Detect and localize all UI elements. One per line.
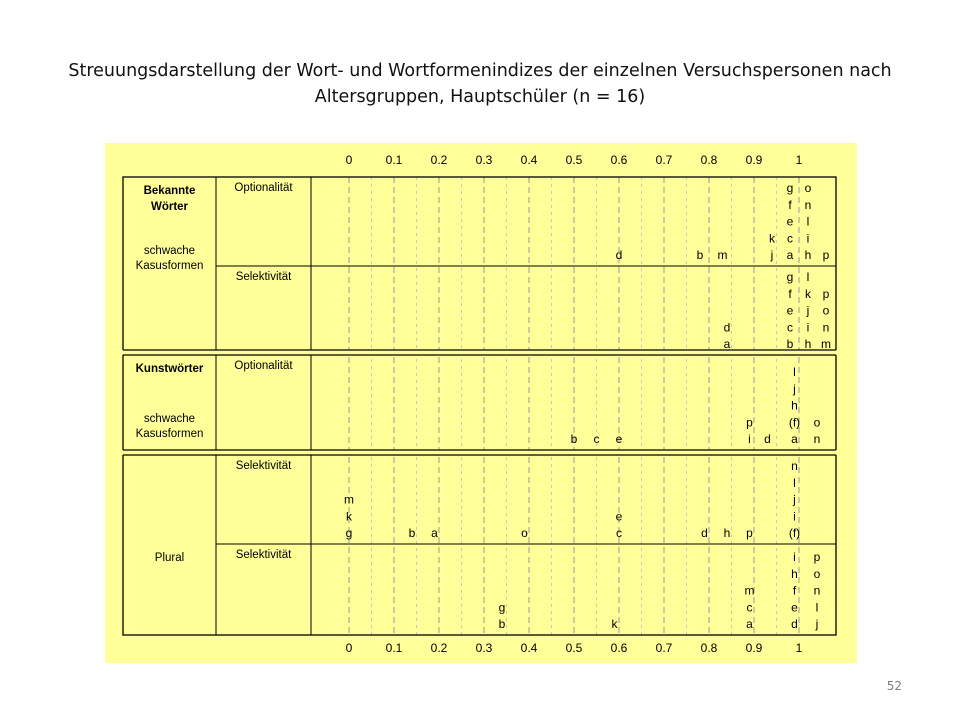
table-frame (123, 177, 836, 635)
tick-label-top-5: 0.5 (565, 153, 583, 167)
point-2-5-1: (f) (788, 415, 801, 430)
point-3-4-1: e (615, 509, 623, 524)
group-label-0-1: Kasusformen (135, 260, 204, 272)
tick-label-bottom-10: 1 (795, 641, 803, 655)
tick-label-bottom-8: 0.8 (700, 641, 718, 655)
tick-label-top-4: 0.4 (520, 153, 538, 167)
tick-label-bottom-9: 0.9 (745, 641, 763, 655)
tick-label-top-3: 0.3 (475, 153, 493, 167)
group-label-1-1: Kasusformen (135, 428, 204, 440)
tick-label-top-1: 0.1 (385, 153, 403, 167)
point-2-6-0: n (813, 432, 821, 446)
point-4-0-1: g (498, 600, 506, 615)
tick-label-bottom-3: 0.3 (475, 641, 493, 655)
point-3-8-3: l (793, 475, 796, 490)
point-0-4-1: c (787, 231, 793, 246)
point-1-3-1: n (822, 320, 830, 335)
point-0-4-4: g (786, 181, 794, 196)
point-4-1-0: k (611, 617, 618, 631)
group-label-2-0: Plural (154, 552, 185, 564)
point-1-2-2: j (806, 303, 810, 318)
point-2-0-0: b (570, 432, 578, 446)
group-gap-1 (122, 450, 837, 455)
point-1-1-3: f (788, 286, 792, 301)
tick-label-top-6: 0.6 (610, 153, 628, 167)
point-0-6-0: p (822, 248, 830, 262)
tick-label-bottom-5: 0.5 (565, 641, 583, 655)
point-1-3-0: m (821, 337, 831, 351)
measure-label-3: Selektivität (235, 460, 292, 472)
point-0-4-0: a (786, 248, 794, 262)
point-0-5-0: h (804, 248, 812, 262)
point-1-1-4: g (786, 270, 794, 285)
point-3-1-0: b (408, 526, 416, 540)
point-2-2-0: e (615, 432, 623, 446)
group-label-bold-0-0: Bekannte (143, 185, 196, 197)
point-0-5-3: n (804, 197, 812, 212)
point-0-3-1: k (769, 231, 775, 246)
point-4-4-2: n (813, 583, 821, 598)
point-2-5-4: l (793, 365, 796, 380)
point-1-0-1: d (723, 320, 731, 335)
point-0-1-0: b (696, 248, 704, 262)
point-1-2-4: l (806, 270, 810, 285)
measure-label-1: Selektivität (235, 271, 292, 283)
tick-label-bottom-0: 0 (345, 641, 353, 655)
point-0-5-2: l (806, 214, 810, 229)
group-label-bold-0-1: Wörter (150, 201, 189, 213)
point-4-0-0: b (498, 617, 506, 631)
group-label-0-0: schwache (143, 245, 196, 257)
point-1-2-3: k (805, 286, 811, 301)
tick-label-bottom-1: 0.1 (385, 641, 403, 655)
point-4-3-1: e (791, 600, 798, 615)
point-4-4-1: l (815, 600, 819, 615)
measure-label-0: Optionalität (234, 182, 293, 194)
chart-panel (105, 143, 857, 663)
point-3-3-0: o (521, 526, 528, 540)
point-4-4-4: p (813, 550, 821, 565)
point-3-7-0: p (746, 526, 753, 540)
point-4-2-2: m (744, 583, 755, 598)
point-1-0-0: a (723, 337, 731, 351)
tick-label-bottom-4: 0.4 (520, 641, 538, 655)
point-1-1-0: b (786, 337, 794, 351)
point-0-4-2: e (786, 214, 794, 229)
group-label-bold-1-0: Kunstwörter (135, 363, 204, 375)
point-0-2-0: m (717, 248, 728, 262)
point-3-0-2: m (344, 492, 354, 507)
tick-label-bottom-7: 0.7 (655, 641, 673, 655)
point-3-2-0: a (431, 526, 438, 540)
tick-label-top-8: 0.8 (700, 153, 718, 167)
point-2-4-0: d (764, 432, 771, 446)
point-4-4-0: j (815, 617, 819, 631)
page-number: 52 (886, 679, 902, 693)
point-4-2-0: a (746, 617, 753, 631)
point-0-4-3: f (788, 197, 792, 212)
point-3-0-0: g (345, 526, 353, 540)
point-3-5-0: d (701, 526, 708, 540)
measure-label-2: Optionalität (234, 360, 293, 372)
tick-label-top-10: 1 (795, 153, 803, 167)
point-0-5-1: i (806, 231, 810, 246)
point-4-3-4: i (793, 550, 796, 565)
point-2-5-0: a (791, 432, 798, 446)
point-3-6-0: h (723, 526, 731, 540)
tick-label-top-2: 0.2 (430, 153, 448, 167)
group-label-1-0: schwache (143, 413, 196, 425)
point-0-3-0: j (770, 248, 774, 262)
point-4-3-0: d (791, 617, 798, 631)
scatter-chart (105, 143, 857, 663)
point-3-8-1: i (793, 509, 796, 524)
tick-label-top-0: 0 (345, 153, 353, 167)
point-1-3-2: o (822, 303, 830, 318)
point-1-2-0: h (804, 337, 812, 351)
point-2-1-0: c (593, 432, 600, 446)
point-3-4-0: c (616, 526, 622, 540)
point-2-3-1: p (746, 415, 753, 430)
point-2-5-3: j (793, 381, 796, 396)
measure-label-4: Selektivität (235, 549, 292, 561)
point-4-2-1: c (746, 600, 753, 615)
point-1-2-1: i (806, 320, 810, 335)
point-4-3-3: h (791, 566, 798, 581)
point-0-0-0: d (615, 248, 623, 262)
point-0-5-4: o (804, 181, 812, 196)
point-2-6-1: o (813, 415, 821, 430)
point-3-8-0: (f) (788, 526, 801, 540)
point-3-8-2: j (793, 492, 796, 507)
point-2-3-0: i (748, 432, 751, 446)
point-1-1-2: e (786, 303, 794, 318)
slide-title: Streuungsdarstellung der Wort- und Wortformenindizes der einzelnen Versuchspersonen nach Altersgruppen, Hauptschüler (n = 16) (68, 61, 892, 107)
tick-label-bottom-2: 0.2 (430, 641, 448, 655)
point-3-8-4: n (791, 459, 798, 474)
point-4-3-2: f (792, 583, 797, 598)
tick-label-bottom-6: 0.6 (610, 641, 628, 655)
point-1-1-1: c (787, 320, 793, 335)
tick-label-top-7: 0.7 (655, 153, 673, 167)
point-4-4-3: o (813, 566, 821, 581)
tick-label-top-9: 0.9 (745, 153, 763, 167)
point-1-3-3: p (822, 286, 830, 301)
point-2-5-2: h (791, 398, 798, 413)
point-3-0-1: k (346, 509, 352, 524)
